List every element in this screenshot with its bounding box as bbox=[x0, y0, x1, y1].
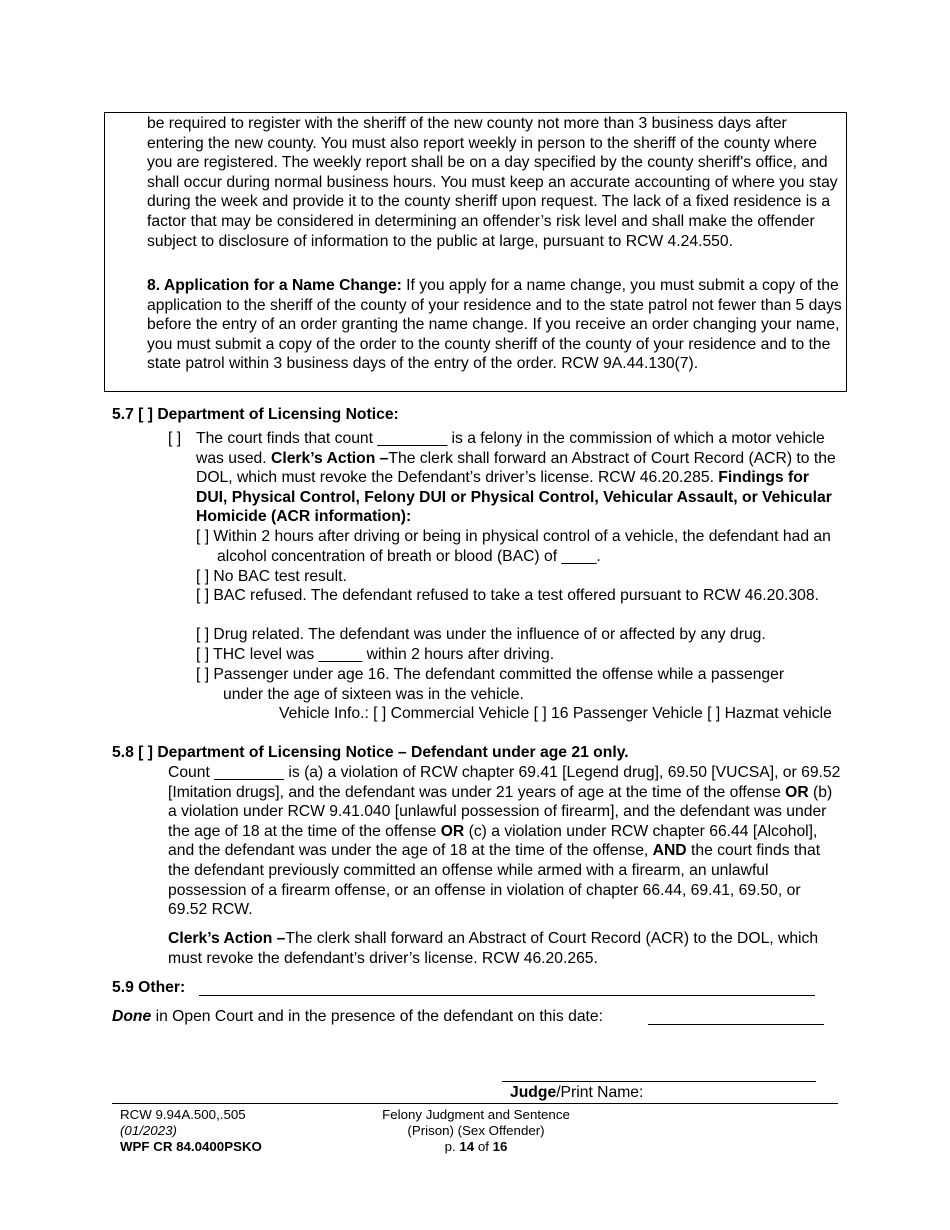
date-input-line[interactable] bbox=[648, 1024, 824, 1025]
section-5-8-clerk-action: Clerk’s Action –The clerk shall forward an Abstract of Court Record (ACR) to the DOL, which must revoke the defendant’s driver’s license. RCW 46.20.265. bbox=[168, 930, 819, 967]
section-5-8-body: Count ________ is (a) a violation of RCW chapter 69.41 [Legend drug], 69.50 [VUCSA], or 69.52 [Imitation drugs], and the defendant was under 21 years of age at the time of the offense OR (b) a violation under RCW 9.41.040 [unlawful possession of firearm], and the defendant was under the age of 18 at the time of the offense OR (c) a violation under RCW chapter 66.44 [Alcohol], and the defendant was under the age of 18 at the time of the offense, AND the court finds that the defendant previously committed an offense while armed with a firearm, an unlawful possession of a firearm offense, or an offense in violation of chapter 66.44, 69.41, 69.50, or 69.52 RCW. bbox=[168, 764, 841, 919]
judge-print-name-label: Judge/Print Name: bbox=[510, 1084, 644, 1101]
section-5-9-other-label: 5.9 Other: bbox=[112, 979, 186, 996]
name-change-text: If you apply for a name change, you must submit a copy of the application to the sheriff of the county of your residence and to the state patrol not fewer than 5 days before the entry of an order granting the name change. If you receive an order changing your name, you must submit a copy of the order to the county sheriff of the county of your residence and to the state patrol within 3 business days of the entry of the order. RCW 9A.44.130(7). bbox=[147, 277, 842, 373]
done-statement: Done in Open Court and in the presence of the defendant on this date: bbox=[112, 1008, 603, 1025]
judge-signature-line[interactable] bbox=[502, 1081, 816, 1082]
section-5-7-heading: 5.7 [ ] Department of Licensing Notice: bbox=[112, 406, 399, 423]
footer-divider bbox=[112, 1103, 838, 1104]
section-5-7-checkbox[interactable]: [ ] bbox=[168, 430, 182, 447]
clerk-action-label: Clerk’s Action – bbox=[271, 449, 389, 467]
other-input-line[interactable] bbox=[199, 995, 815, 996]
footer-page-number: p. 14 of 16 bbox=[444, 1139, 508, 1154]
bac-refused-option[interactable]: [ ] BAC refused. The defendant refused to take a test offered pursuant to RCW 46.20.308. bbox=[196, 587, 819, 604]
bac-concentration-option[interactable]: [ ] Within 2 hours after driving or being in physical control of a vehicle, the defendant had an alcohol concentration of breath or blood (BAC) of ____. bbox=[196, 528, 831, 565]
registration-continuation-paragraph: be required to register with the sheriff of the new county not more than 3 business days after entering the new county. You must also report weekly in person to the sheriff of the county where you are registered. The weekly report shall be on a day specified by the county sheriff's office, and shall occur during normal business hours. You must keep an accurate accounting of where you stay during the week and provide it to the county sheriff upon request. The lack of a fixed residence is a factor that may be considered in determining an offender’s risk level and shall make the offender subject to disclosure of information to the public at large, pursuant to RCW 4.24.550. bbox=[147, 115, 838, 250]
thc-level-option[interactable]: [ ] THC level was _____ within 2 hours after driving. bbox=[196, 646, 555, 663]
no-bac-option[interactable]: [ ] No BAC test result. bbox=[196, 568, 347, 585]
footer-form-date: (01/2023) bbox=[120, 1123, 177, 1138]
vehicle-info-options[interactable]: Vehicle Info.: [ ] Commercial Vehicle [ ] 16 Passenger Vehicle [ ] Hazmat vehicle bbox=[279, 705, 832, 722]
drug-related-option[interactable]: [ ] Drug related. The defendant was under the influence of or affected by any drug. bbox=[196, 626, 766, 643]
section-5-7-body: The court finds that count ________ is a felony in the commission of which a motor vehicle was used. Clerk’s Action –The clerk shall forward an Abstract of Court Record (ACR) to the DOL, which must revoke the Defendant’s driver’s license. RCW 46.20.285. Findings for DUI, Physical Control, Felony DUI or Physical Control, Vehicular Assault, or Vehicular Homicide (ACR information): bbox=[196, 430, 836, 526]
name-change-title: 8. Application for a Name Change: bbox=[147, 277, 402, 294]
acr-findings-heading: Findings for DUI, Physical Control, Felony DUI or Physical Control, Vehicular Assault, or Vehicular Homicide (ACR information): bbox=[196, 469, 832, 526]
footer-rcw: RCW 9.94A.500,.505 bbox=[120, 1107, 246, 1122]
clerk-action-label: Clerk’s Action – bbox=[168, 930, 286, 947]
footer-form-number: WPF CR 84.0400PSKO bbox=[120, 1139, 262, 1154]
footer-title-line-2: (Prison) (Sex Offender) bbox=[407, 1123, 545, 1138]
footer-title-line-1: Felony Judgment and Sentence bbox=[382, 1107, 570, 1122]
name-change-paragraph bbox=[147, 276, 843, 374]
section-5-8-heading: 5.8 [ ] Department of Licensing Notice – Defendant under age 21 only. bbox=[112, 744, 629, 761]
passenger-under-16-option[interactable]: [ ] Passenger under age 16. The defendant committed the offense while a passenger under the age of sixteen was in the vehicle. bbox=[196, 666, 785, 703]
